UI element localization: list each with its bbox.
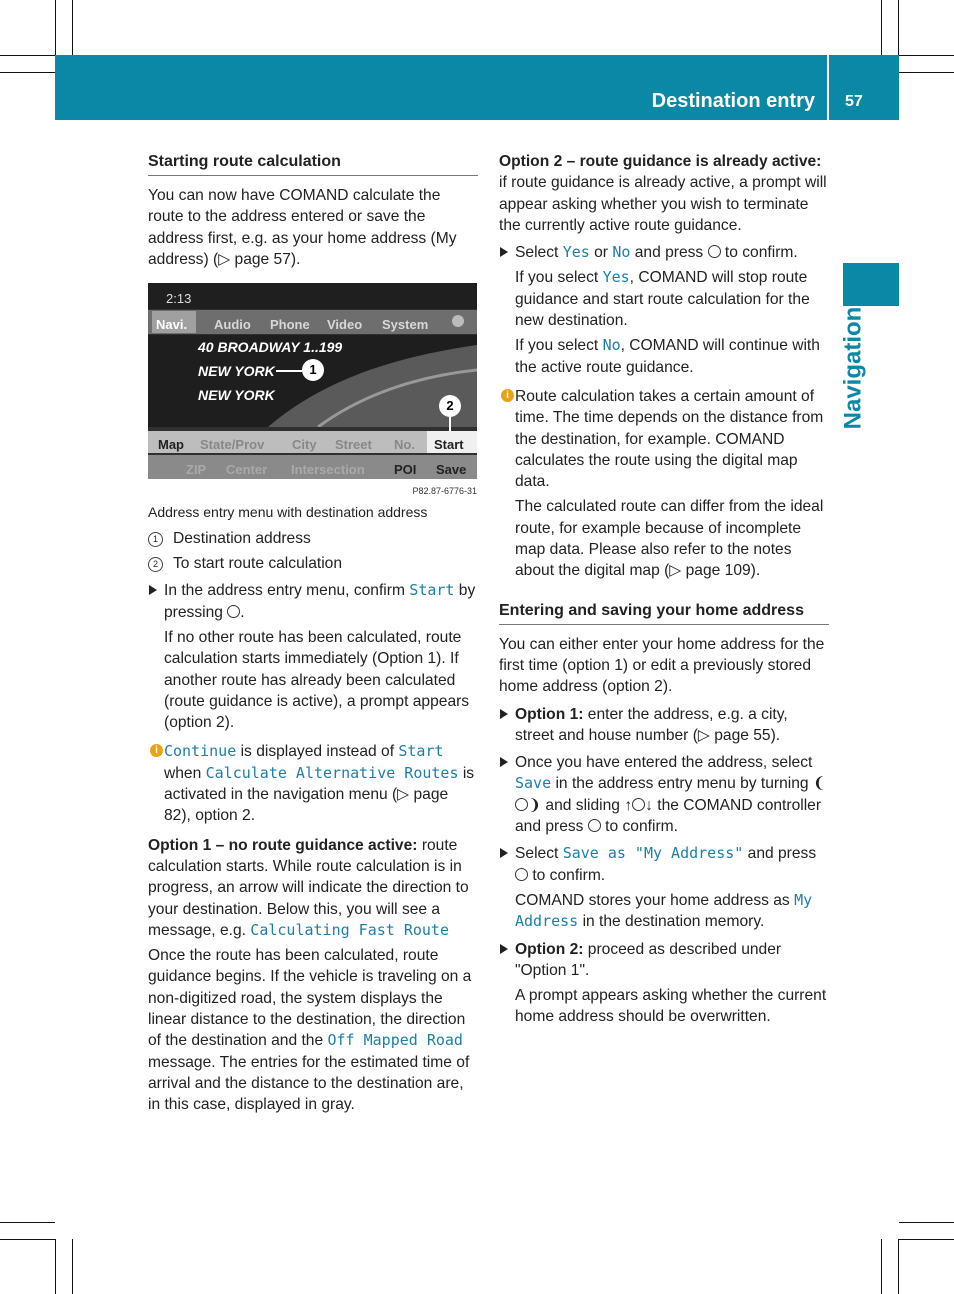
screen-row: NEW YORK [198,387,275,404]
right-column [499,151,829,1032]
crop-mark [881,1239,882,1294]
legend-item: 2 To start route calculation [148,553,478,574]
page-number: 57 [845,93,863,110]
screen-tab: Audio [214,317,251,333]
crop-mark [899,1222,954,1223]
step-detail: A prompt appears asking whether the current home address should be overwritten. [515,987,827,1026]
crop-mark [899,1239,954,1240]
side-tab-label: Navigation [839,306,867,430]
screen-bottom: Save [436,462,467,478]
instruction-step: Option 1: enter the address, e.g. a city, street and house number (▷ page 55). [499,704,829,747]
controller-press-icon [515,868,528,881]
controller-slide-icon: ↑ ↓ [624,796,653,814]
screen-bottom: State/Prov [200,437,265,453]
callout-2: 2 [439,395,461,417]
screen-tab: Video [327,317,363,333]
crop-mark [0,1222,55,1223]
crop-mark [55,1239,56,1294]
screen-bottom: Intersection [291,462,365,478]
screen-bottom: Start [434,437,464,453]
instruction-step: Once you have entered the address, select Save in the address entry menu by turning ❨❩ and sliding ↑ ↓ the COMAND controller and press to confirm. [499,752,829,837]
legend-item: 1 Destination address [148,528,478,549]
option1-paragraph: Option 1 – no route guidance active: route calculation starts. While route calculation is in progress, an arrow will indicate the direction to your destination. Below this, you will see a message, e.g. Calculating Fast Route [148,836,469,939]
screen-bottom: City [292,437,317,453]
crop-mark [0,72,55,73]
screen-tab: System [382,317,429,333]
screen-row: NEW YORK [198,363,275,380]
instruction-step: In the address entry menu, confirm Start by pressing . [148,580,478,623]
info-icon: i [501,389,514,402]
crop-mark [72,0,73,55]
instruction-step: Select Save as "My Address" and press to confirm. [499,843,829,886]
crop-mark [899,55,954,56]
instruction-step: Option 2: proceed as described under "Option 1". [499,939,829,982]
heading-home-address: Entering and saving your home address [499,600,829,625]
controller-press-icon [588,819,601,832]
image-caption: Address entry menu with destination address [148,504,428,521]
screen-row: 40 BROADWAY 1..199 [198,339,343,356]
image-reference: P82.87-6776-31 [412,486,477,497]
option2-paragraph: Option 2 – route guidance is already active: if route guidance is already active, a prompt will appear asking whether you wish to terminate the currently active route guidance. [499,153,827,234]
left-column [148,151,478,1120]
comand-screenshot [148,283,477,479]
crop-mark [0,1239,55,1240]
screen-bottom: ZIP [186,462,207,478]
instruction-step: Select Yes or No and press to confirm. [499,242,829,263]
crop-mark [55,0,56,55]
step-detail: If you select No, COMAND will continue with the active route guidance. [515,336,820,376]
section-title: Destination entry [651,90,815,112]
info-detail: The calculated route can differ from the ideal route, for example because of incomplete map data. Please also refer to the notes about the digital map (▷ page 109). [515,498,824,580]
info-icon: i [150,744,163,757]
info-note: i Continue is displayed instead of Start when Calculate Alternative Routes is activated in the navigation menu (▷ page 82), option 2. [148,741,478,826]
side-tab-marker [843,263,899,306]
screen-bottom: Map [158,437,184,453]
home-address-intro: You can either enter your home address for the first time (option 1) or edit a previously stored home address (option 2). [499,635,825,696]
screen-bottom: Center [226,462,268,478]
crop-mark [898,1239,899,1294]
info-note: i Route calculation takes a certain amount of time. The time depends on the distance from the destination, for example. COMAND calculates the route using the digital map data. [499,386,829,492]
screen-tab: Navi. [156,317,188,333]
crop-mark [0,55,55,56]
step-detail: If you select Yes, COMAND will stop route guidance and start route calculation for the new destination. [515,268,810,330]
screen-tab: Phone [270,317,310,333]
header-divider [827,55,829,120]
intro-paragraph: You can now have COMAND calculate the route to the address entered or save the address first, e.g. as your home address (My address) (▷ page 57). [148,187,457,268]
screen-bottom: Street [335,437,372,453]
screen-time: 2:13 [166,291,192,307]
callout-1: 1 [302,359,324,381]
heading-starting-route: Starting route calculation [148,151,478,176]
screen-bottom: No. [394,437,415,453]
route-guidance-paragraph: Once the route has been calculated, route guidance begins. If the vehicle is traveling on a non-digitized road, the system displays the linear distance to the destination, the direction of the destination and the Off Mapped Road message. The entries for the estimated time of arrival and the distance to the destination are, in this case, displayed in gray. [148,947,472,1114]
step-detail: If no other route has been calculated, route calculation starts immediately (Option 1). If another route has already been calculated (route guidance is active), a prompt appears (option 2). [164,628,470,732]
step-detail: COMAND stores your home address as My Address in the destination memory. [515,890,813,931]
screen-bottom: POI [394,462,417,478]
crop-mark [881,0,882,55]
crop-mark [898,0,899,55]
controller-press-icon [227,605,240,618]
page-header [55,55,899,120]
controller-press-icon [708,245,721,258]
crop-mark [72,1239,73,1294]
crop-mark [899,72,954,73]
controller-turn-icon: ❨❩ [515,775,826,813]
